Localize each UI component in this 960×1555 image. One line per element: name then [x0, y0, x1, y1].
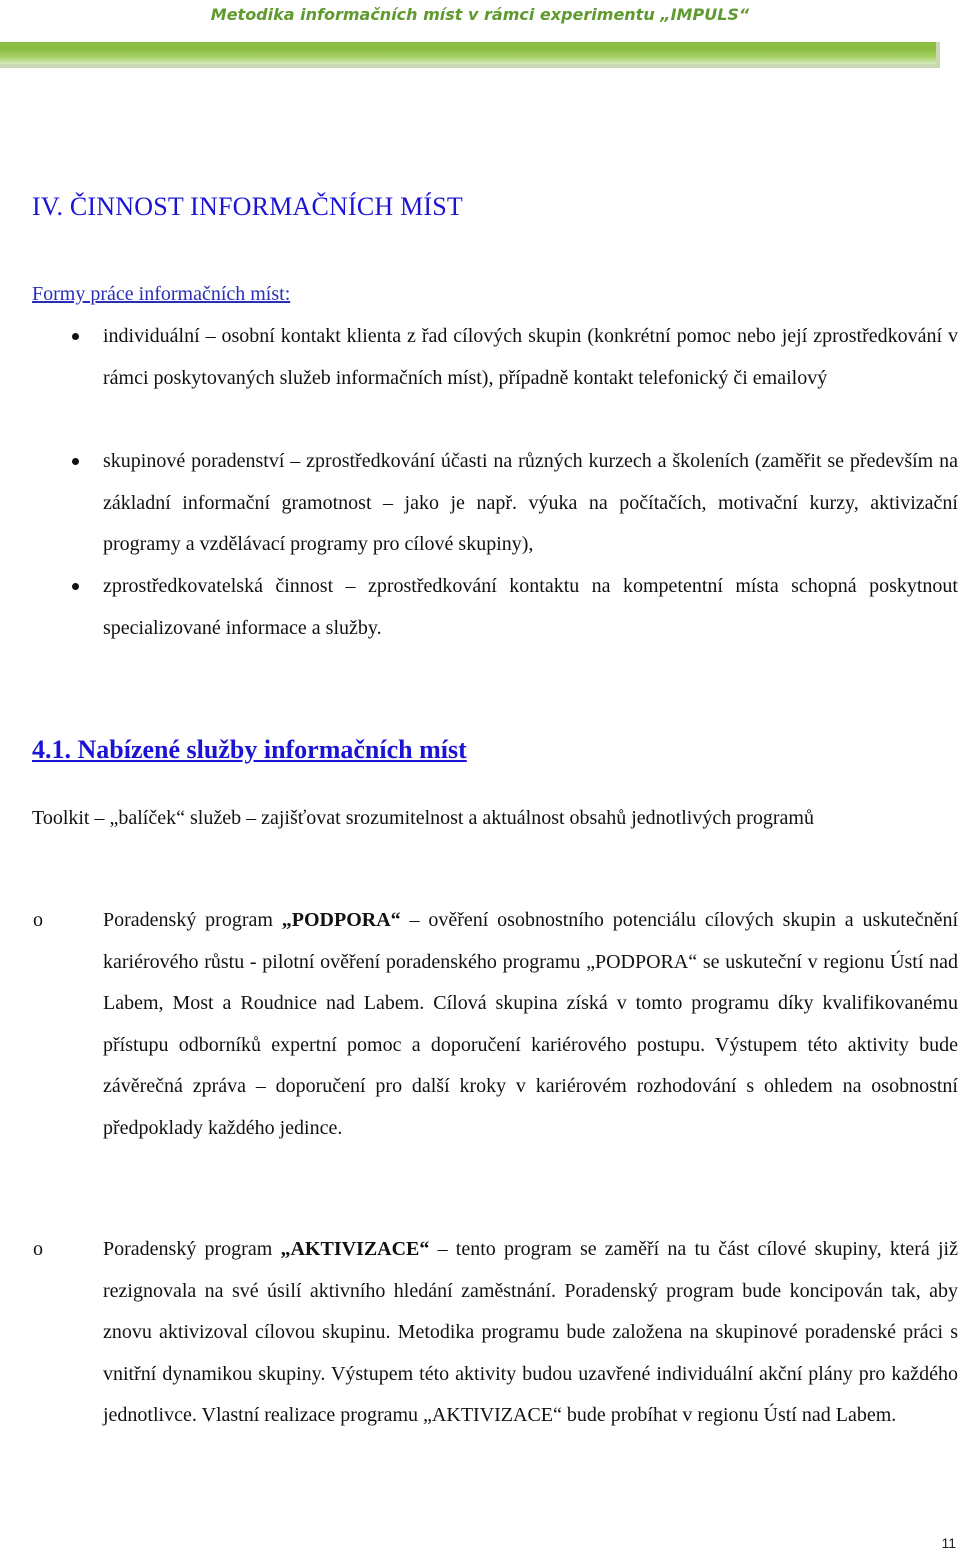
bullet-icon	[72, 583, 79, 590]
running-header-title: Metodika informačních míst v rámci experimentu „IMPULS“	[210, 5, 750, 24]
list-item	[103, 566, 958, 649]
program-text: – tento program se zaměří na tu část cílové skupiny, která již rezignovala na své úsilí aktivního hledání zaměstnání. Poradenský program bude koncipován tak, aby znovu aktivizoval cílovou skupinu. Metodika programu bude založena na skupinové poradenské práci s vnitřní dynamikou skupiny. Výstupem této aktivity budou uzavřené individuální akční plány pro každého jednotlivce. Vlastní realizace programu „AKTIVIZACE“ bude probíhat v regionu Ústí nad Labem.	[103, 1238, 958, 1426]
header-decorative-bar	[0, 42, 940, 68]
section-intro: Toolkit – „balíček“ služeb – zajišťovat srozumitelnost a aktuálnost obsahů jednotlivých programů	[32, 807, 814, 829]
list-marker-icon: o	[33, 909, 43, 931]
page-number: 11	[941, 1535, 956, 1551]
bullet-icon	[72, 333, 79, 340]
program-prefix: Poradenský program	[103, 909, 282, 931]
forms-heading: Formy práce informačních míst:	[32, 283, 291, 305]
program-prefix: Poradenský program	[103, 1238, 281, 1260]
list-item-text: individuální – osobní kontakt klienta z řad cílových skupin (konkrétní pomoc nebo její zprostředkování v rámci poskytovaných služeb informačních míst), případně kontakt telefonický či emailový	[103, 325, 958, 389]
list-item	[103, 316, 958, 399]
section-title: 4.1. Nabízené služby informačních míst	[32, 735, 467, 764]
program-name: „AKTIVIZACE“	[280, 1238, 430, 1260]
chapter-title: IV. ČINNOST INFORMAČNÍCH MÍST	[32, 192, 464, 221]
program-name: „PODPORA“	[281, 909, 401, 931]
list-item	[103, 441, 958, 566]
list-item-text: zprostředkovatelská činnost – zprostředkování kontaktu na kompetentní místa schopná poskytnout specializované informace a služby.	[103, 575, 958, 639]
list-marker-icon: o	[33, 1238, 43, 1260]
list-item-text: skupinové poradenství – zprostředkování účasti na různých kurzech a školeních (zaměřit se především na základní informační gramotnost – jako je např. výuka na počítačích, motivační kurzy, aktivizační programy a vzdělávací programy pro cílové skupiny),	[103, 450, 958, 555]
bullet-icon	[72, 458, 79, 465]
list-item	[33, 900, 959, 1149]
program-text: – ověření osobnostního potenciálu cílových skupin a uskutečnění kariérového růstu - pilotní ověření poradenského programu „PODPORA“ se uskuteční v regionu Ústí nad Labem, Most a Roudnice nad Labem. Cílová skupina získá v tomto programu díky kvalifikovanému přístupu odborníků expertní pomoc a doporučení kariérového postupu. Výstupem této aktivity bude závěrečná zpráva – doporučení pro další kroky v kariérovém rozhodování s ohledem na osobnostní předpoklady každého jedince.	[103, 909, 959, 1139]
list-item	[33, 1229, 958, 1437]
